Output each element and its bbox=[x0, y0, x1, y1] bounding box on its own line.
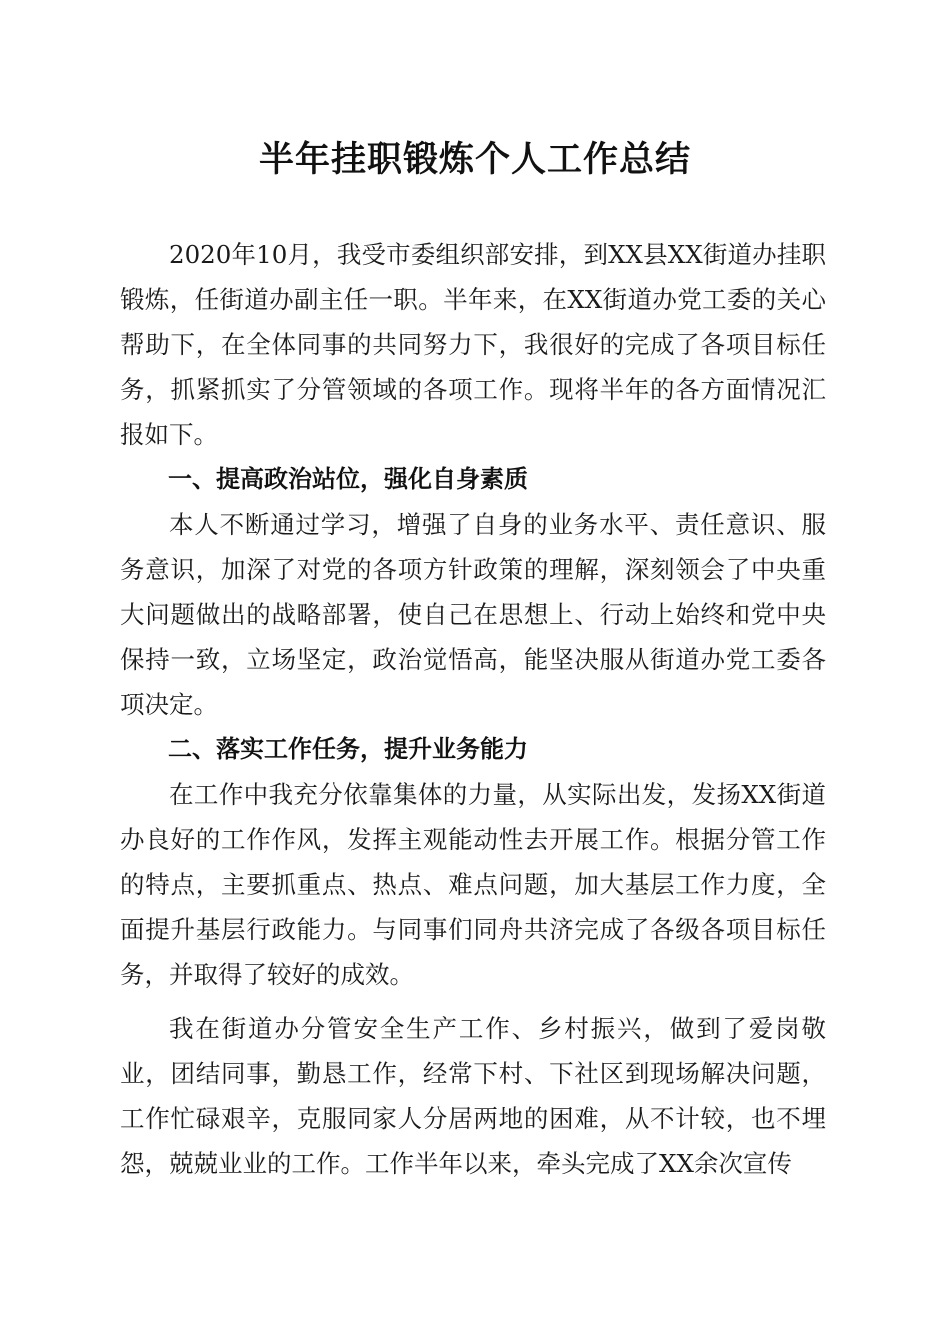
section-2-paragraph-2: 我在街道办分管安全生产工作、乡村振兴，做到了爱岗敬业，团结同事，勤恳工作，经常下村、下社区到现场解决问题，工作忙碌艰辛，克服同家人分居两地的困难，从不计较，也不埋怨，兢兢业业的工作。工作半年以来，牵头完成了XX余次宣传 bbox=[120, 1014, 826, 1178]
section-1-heading: 一、提高政治站位，强化自身素质 bbox=[168, 465, 528, 493]
section-2-paragraph-1: 在工作中我充分依靠集体的力量，从实际出发，发扬XX街道办良好的工作作风，发挥主观能动性去开展工作。根据分管工作的特点，主要抓重点、热点、难点问题，加大基层工作力度，全面提升基层行政能力。与同事们同舟共济完成了各级各项目标任务，并取得了较好的成效。 bbox=[120, 780, 826, 989]
intro-paragraph: 2020年10月，我受市委组织部安排，到XX县XX街道办挂职锻炼，任街道办副主任一职。半年来，在XX街道办党工委的关心帮助下，在全体同事的共同努力下，我很好的完成了各项目标任务，抓紧抓实了分管领域的各项工作。现将半年的各方面情况汇报如下。 bbox=[120, 240, 826, 449]
paragraph-spacer bbox=[120, 997, 826, 1006]
section-2-heading: 二、落实工作任务，提升业务能力 bbox=[168, 735, 528, 763]
document-title: 半年挂职锻炼个人工作总结 bbox=[258, 139, 691, 180]
document-body bbox=[120, 232, 826, 1186]
section-1-paragraph: 本人不断通过学习，增强了自身的业务水平、责任意识、服务意识，加深了对党的各项方针政策的理解，深刻领会了中央重大问题做出的战略部署，使自己在思想上、行动上始终和党中央保持一致，立场坚定，政治觉悟高，能坚决服从街道办党工委各项决定。 bbox=[120, 510, 826, 719]
